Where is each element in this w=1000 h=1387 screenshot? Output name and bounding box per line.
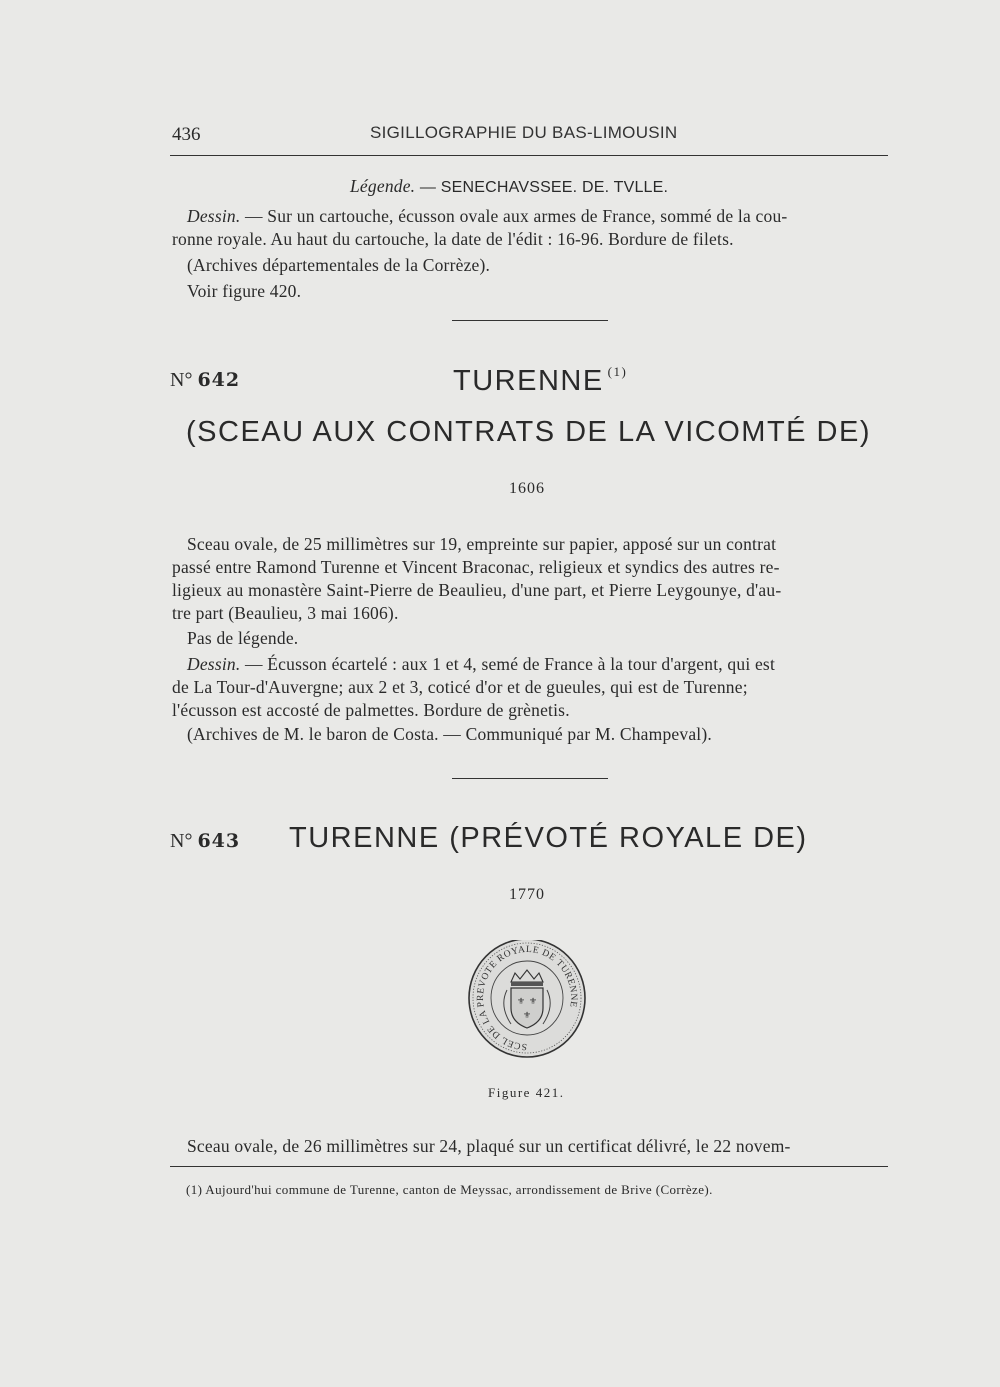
svg-text:⚜: ⚜	[529, 997, 538, 1007]
footnote-text: (1) Aujourd'hui commune de Turenne, canton de Meyssac, arrondissement de Brive (Corrèze).	[186, 1182, 713, 1197]
pas-de-legende: Pas de légende.	[187, 628, 299, 648]
entry-642-dessin-line2: de La Tour-d'Auvergne; aux 2 et 3, coticé d'or et de gueules, qui est de Turenne;	[172, 677, 748, 697]
entry-642-title-text: TURENNE	[453, 365, 604, 397]
entry-642-year: 1606	[509, 480, 545, 497]
footnote-ref: (1)	[607, 364, 628, 379]
archives-prev: (Archives départementales de la Corrèze).	[187, 255, 491, 275]
entry-642-line1: Sceau ovale, de 25 millimètres sur 19, empreinte sur papier, apposé sur un contrat	[187, 534, 777, 554]
svg-text:⚜: ⚜	[523, 1011, 532, 1021]
entry-642-number	[170, 369, 240, 392]
seal-image	[467, 940, 587, 1062]
entry-642-dessin-line1	[187, 654, 775, 675]
seal-legend-text: SCEL DE LA PREVOTE ROYALE DE TURENNE	[476, 944, 579, 1052]
page-number: 436	[172, 124, 201, 145]
footnote-rule	[170, 1166, 888, 1167]
voir-figure: Voir figure 420.	[187, 281, 302, 301]
dessin-prev-label: Dessin.	[187, 206, 241, 226]
entry-642-line4: tre part (Beaulieu, 3 mai 1606).	[172, 603, 399, 623]
running-title: SIGILLOGRAPHIE DU BAS-LIMOUSIN	[370, 123, 678, 142]
svg-text:⚜: ⚜	[517, 997, 526, 1007]
dessin-prev-line1	[187, 206, 787, 227]
entry-643-year: 1770	[509, 886, 545, 903]
entry-642-prefix: N°	[170, 369, 193, 391]
entry-642-dessin-text1: — Écusson écartelé : aux 1 et 4, semé de France à la tour d'argent, qui est	[240, 654, 776, 674]
entry-643-digits: 643	[197, 830, 241, 852]
legende-line	[350, 176, 668, 197]
dessin-prev-text1: — Sur un cartouche, écusson ovale aux armes de France, sommé de la cou-	[240, 206, 788, 226]
figure-caption: Figure 421.	[488, 1085, 565, 1100]
legende-label: Légende.	[350, 176, 416, 196]
dessin-prev-line2: ronne royale. Au haut du cartouche, la date de l'édit : 16-96. Bordure de filets.	[172, 229, 734, 249]
section-separator	[452, 320, 608, 321]
entry-643-prefix: N°	[170, 830, 193, 852]
entry-642-line2: passé entre Ramond Turenne et Vincent Braconac, religieux et syndics des autres re-	[172, 557, 780, 577]
entry-643-text: Sceau ovale, de 26 millimètres sur 24, plaqué sur un certificat délivré, le 22 novem-	[187, 1136, 791, 1156]
entry-642-dessin-line3: l'écusson est accosté de palmettes. Bordure de grènetis.	[172, 700, 570, 720]
entry-642-line3: ligieux au monastère Saint-Pierre de Beaulieu, d'une part, et Pierre Leygounye, d'au-	[172, 580, 782, 600]
entry-642-subtitle: (SCEAU AUX CONTRATS DE LA VICOMTÉ DE)	[186, 416, 872, 448]
entry-642-title	[453, 364, 627, 398]
entry-642-archives: (Archives de M. le baron de Costa. — Communiqué par M. Champeval).	[187, 724, 712, 744]
entry-643-number	[170, 830, 240, 853]
legende-text: — SENECHAVSSEE. DE. TVLLE.	[415, 179, 669, 196]
entry-643-title: TURENNE (PRÉVOTÉ ROYALE DE)	[289, 822, 808, 854]
section-separator-2	[452, 778, 608, 779]
header-rule	[170, 155, 888, 156]
entry-642-dessin-label: Dessin.	[187, 654, 241, 674]
entry-642-digits: 642	[197, 369, 241, 391]
